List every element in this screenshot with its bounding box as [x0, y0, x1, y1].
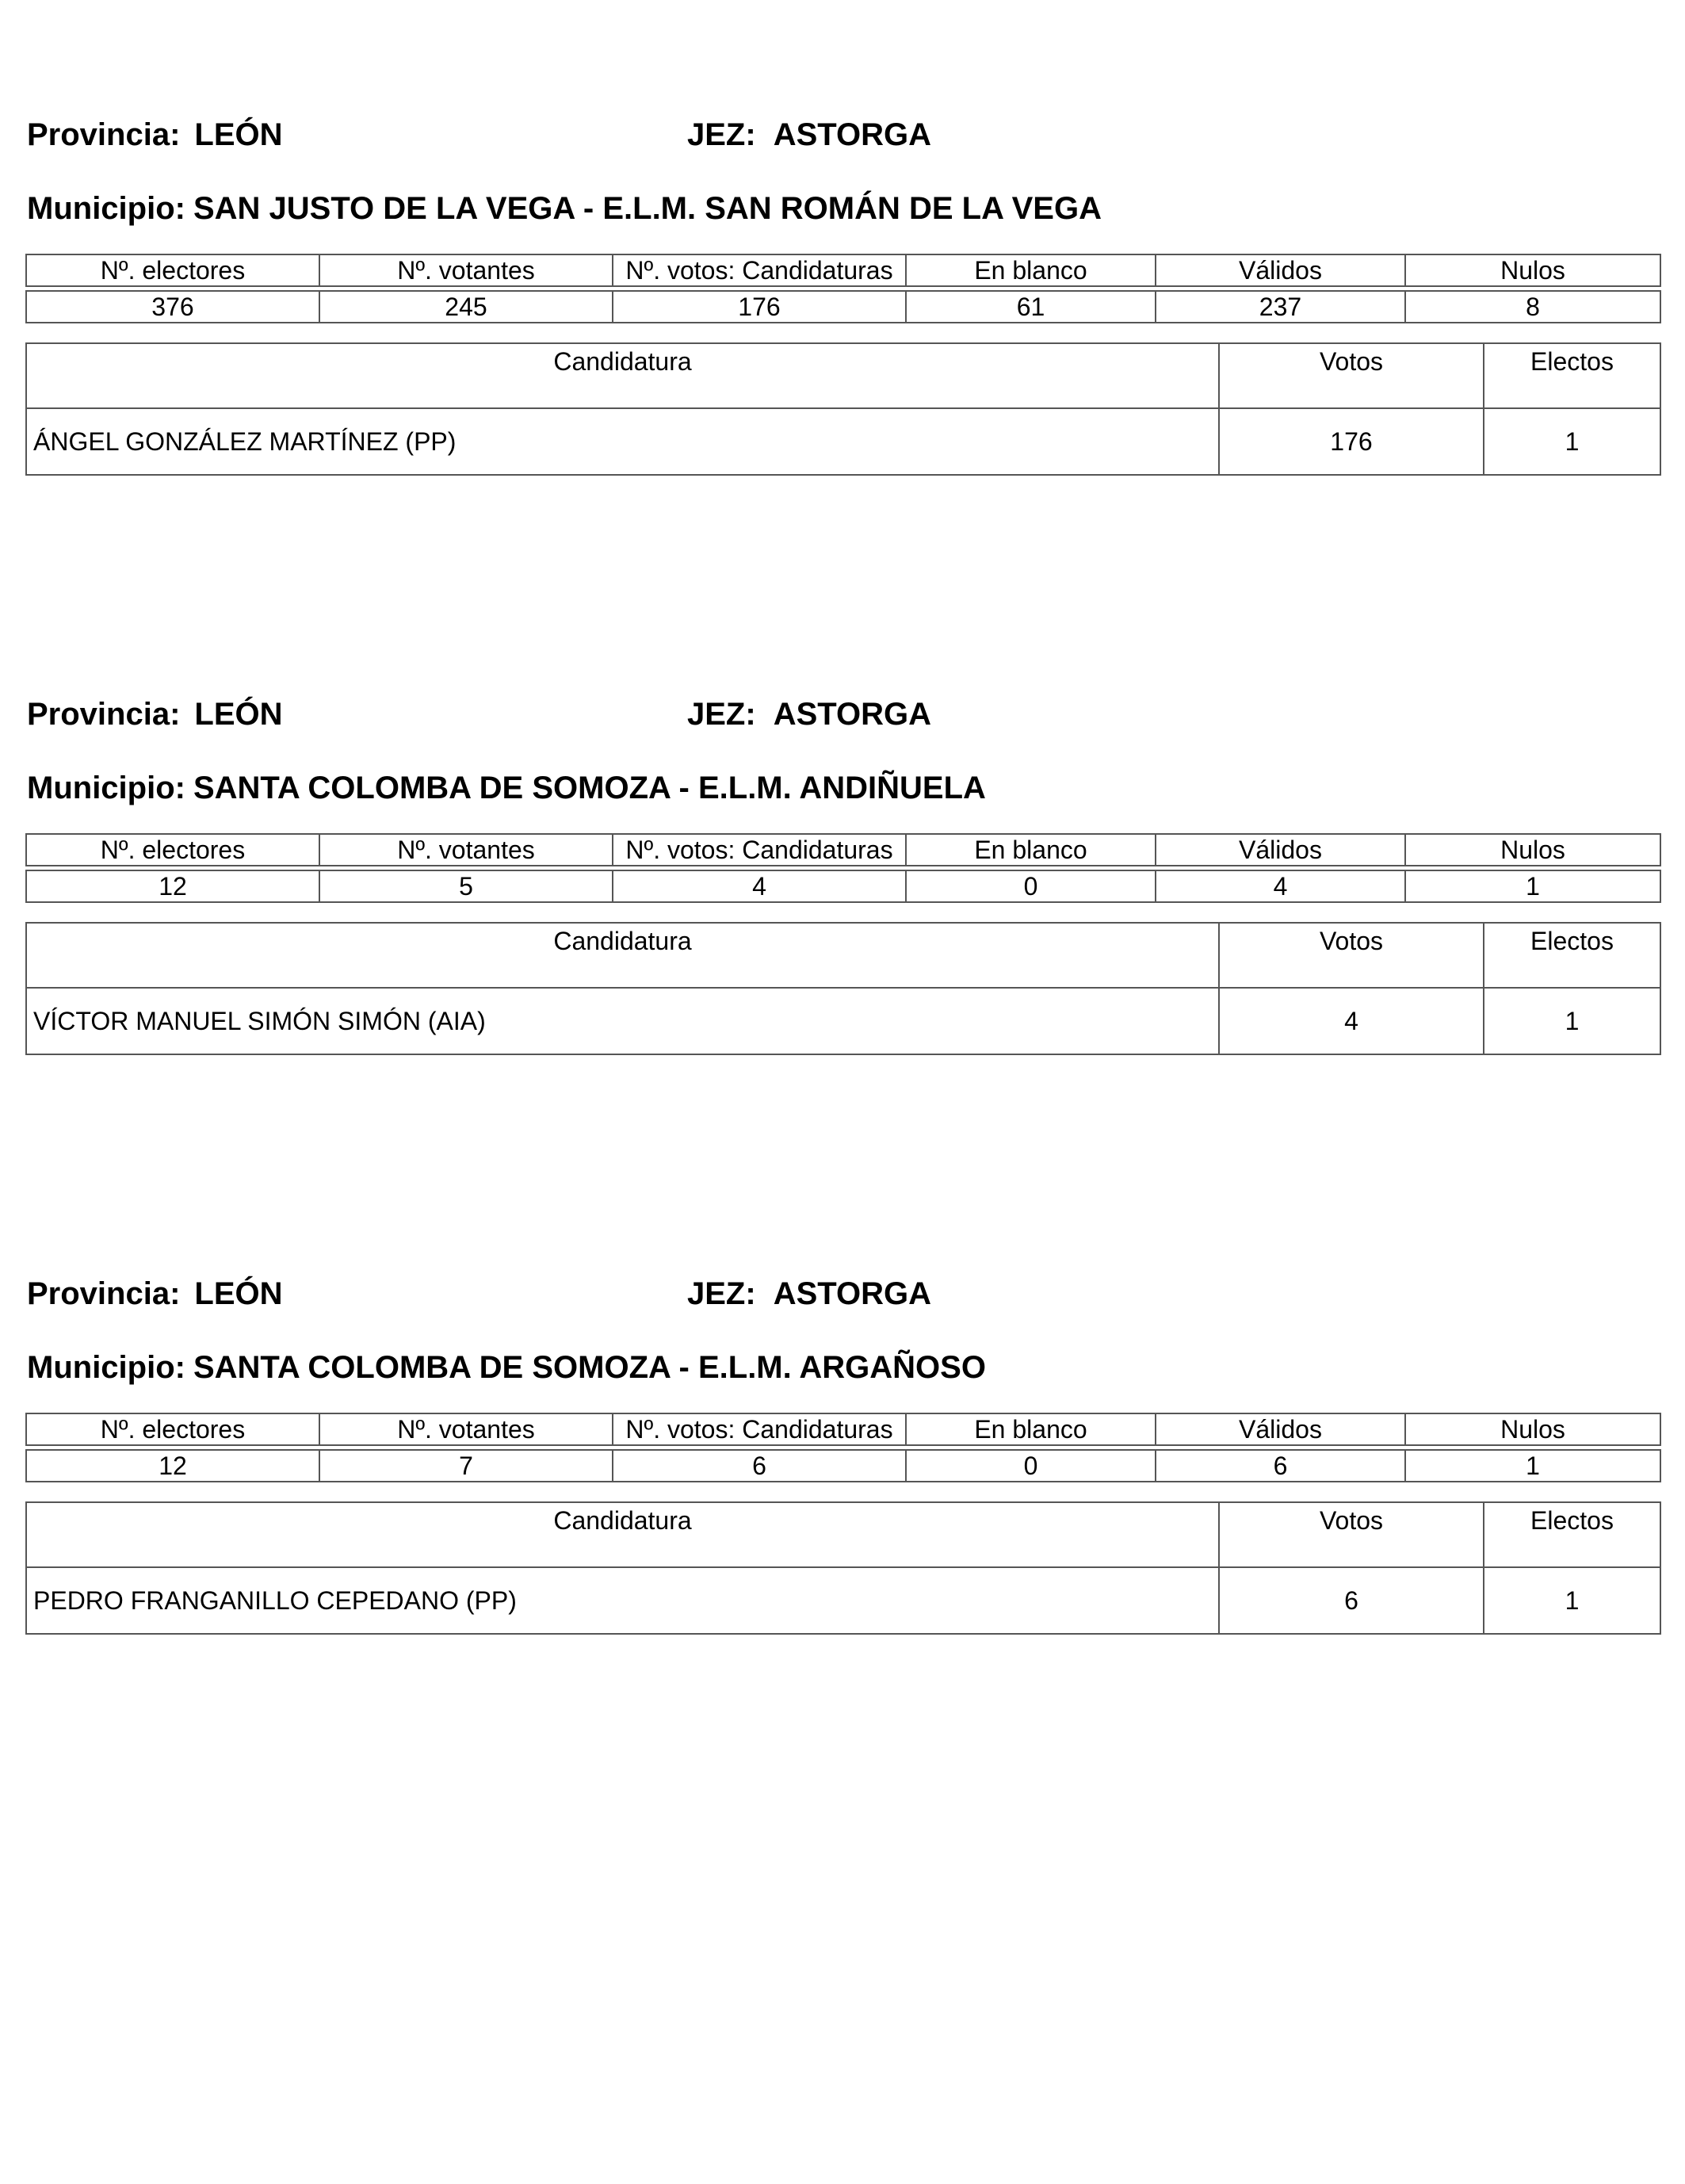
- value-votantes: 7: [319, 1450, 613, 1482]
- value-validos: 4: [1156, 870, 1405, 902]
- candidate-name: ÁNGEL GONZÁLEZ MARTÍNEZ (PP): [26, 408, 1219, 475]
- candidates-table: [25, 342, 1661, 476]
- header-votos: Votos: [1219, 1502, 1484, 1567]
- header-electos: Electos: [1484, 343, 1660, 408]
- header-electores: Nº. electores: [26, 1413, 319, 1445]
- header-electos: Electos: [1484, 923, 1660, 988]
- header-electos: Electos: [1484, 1502, 1660, 1567]
- municipio-value: SANTA COLOMBA DE SOMOZA - E.L.M. ANDIÑUELA: [193, 771, 986, 805]
- header-nulos: Nulos: [1405, 254, 1660, 286]
- header-votantes: Nº. votantes: [319, 834, 613, 866]
- value-votantes: 245: [319, 291, 613, 323]
- candidate-row: [26, 408, 1660, 475]
- jez-field: [687, 111, 931, 159]
- summary-value-row: [26, 291, 1660, 323]
- candidates-header-row: [26, 343, 1660, 408]
- municipio-label: Municipio:: [27, 771, 185, 805]
- header-votos-candidaturas: Nº. votos: Candidaturas: [613, 834, 906, 866]
- jez-label: JEZ:: [687, 117, 756, 152]
- vote-summary-table: [25, 1413, 1661, 1482]
- header-electores: Nº. electores: [26, 834, 319, 866]
- value-votos-candidaturas: 4: [613, 870, 906, 902]
- value-en-blanco: 61: [906, 291, 1156, 323]
- jez-field: [687, 690, 931, 738]
- candidate-votos: 6: [1219, 1567, 1484, 1634]
- header-en-blanco: En blanco: [906, 1413, 1156, 1445]
- header-votantes: Nº. votantes: [319, 1413, 613, 1445]
- provincia-value: LEÓN: [194, 697, 283, 732]
- candidate-electos: 1: [1484, 408, 1660, 475]
- jez-value: ASTORGA: [773, 117, 931, 152]
- value-electores: 12: [26, 1450, 319, 1482]
- municipio-field: [27, 764, 986, 812]
- summary-header-row: [26, 254, 1660, 286]
- municipio-label: Municipio:: [27, 1350, 185, 1385]
- provincia-label: Provincia:: [27, 697, 181, 732]
- candidate-votos: 4: [1219, 988, 1484, 1054]
- value-electores: 376: [26, 291, 319, 323]
- provincia-value: LEÓN: [194, 1276, 283, 1311]
- provincia-label: Provincia:: [27, 117, 181, 152]
- candidate-row: [26, 1567, 1660, 1634]
- jez-value: ASTORGA: [773, 697, 931, 732]
- value-nulos: 1: [1405, 1450, 1660, 1482]
- value-validos: 237: [1156, 291, 1405, 323]
- summary-value-row: [26, 1450, 1660, 1482]
- header-en-blanco: En blanco: [906, 834, 1156, 866]
- vote-summary-table: [25, 254, 1661, 323]
- candidates-table: [25, 1501, 1661, 1635]
- candidates-header-row: [26, 923, 1660, 988]
- provincia-label: Provincia:: [27, 1276, 181, 1311]
- header-line: [25, 111, 1660, 159]
- municipio-label: Municipio:: [27, 191, 185, 226]
- candidates-table: [25, 922, 1661, 1055]
- header-nulos: Nulos: [1405, 834, 1660, 866]
- header-votos-candidaturas: Nº. votos: Candidaturas: [613, 254, 906, 286]
- provincia-value: LEÓN: [194, 117, 283, 152]
- header-validos: Válidos: [1156, 254, 1405, 286]
- header-votos-candidaturas: Nº. votos: Candidaturas: [613, 1413, 906, 1445]
- vote-summary-table: [25, 833, 1661, 903]
- value-nulos: 8: [1405, 291, 1660, 323]
- header-candidatura: Candidatura: [26, 1502, 1219, 1567]
- candidate-name: VÍCTOR MANUEL SIMÓN SIMÓN (AIA): [26, 988, 1219, 1054]
- value-nulos: 1: [1405, 870, 1660, 902]
- jez-field: [687, 1270, 931, 1318]
- municipio-field: [27, 185, 1102, 232]
- summary-header-row: [26, 1413, 1660, 1445]
- municipio-value: SAN JUSTO DE LA VEGA - E.L.M. SAN ROMÁN DE LA VEGA: [193, 191, 1102, 226]
- header-candidatura: Candidatura: [26, 343, 1219, 408]
- candidate-electos: 1: [1484, 1567, 1660, 1634]
- candidate-row: [26, 988, 1660, 1054]
- header-electores: Nº. electores: [26, 254, 319, 286]
- municipio-field: [27, 1344, 986, 1391]
- candidate-electos: 1: [1484, 988, 1660, 1054]
- summary-header-row: [26, 834, 1660, 866]
- value-votos-candidaturas: 176: [613, 291, 906, 323]
- header-votos: Votos: [1219, 343, 1484, 408]
- municipio-value: SANTA COLOMBA DE SOMOZA - E.L.M. ARGAÑOSO: [193, 1350, 986, 1385]
- header-nulos: Nulos: [1405, 1413, 1660, 1445]
- value-en-blanco: 0: [906, 870, 1156, 902]
- header-line: [25, 1270, 1660, 1318]
- header-validos: Válidos: [1156, 834, 1405, 866]
- jez-value: ASTORGA: [773, 1276, 931, 1311]
- summary-value-row: [26, 870, 1660, 902]
- candidate-votos: 176: [1219, 408, 1484, 475]
- value-votantes: 5: [319, 870, 613, 902]
- candidates-header-row: [26, 1502, 1660, 1567]
- header-votos: Votos: [1219, 923, 1484, 988]
- header-votantes: Nº. votantes: [319, 254, 613, 286]
- header-en-blanco: En blanco: [906, 254, 1156, 286]
- provincia-field: [27, 690, 283, 738]
- jez-label: JEZ:: [687, 697, 756, 732]
- provincia-field: [27, 111, 283, 159]
- header-candidatura: Candidatura: [26, 923, 1219, 988]
- value-en-blanco: 0: [906, 1450, 1156, 1482]
- value-validos: 6: [1156, 1450, 1405, 1482]
- value-electores: 12: [26, 870, 319, 902]
- value-votos-candidaturas: 6: [613, 1450, 906, 1482]
- candidate-name: PEDRO FRANGANILLO CEPEDANO (PP): [26, 1567, 1219, 1634]
- provincia-field: [27, 1270, 283, 1318]
- header-validos: Válidos: [1156, 1413, 1405, 1445]
- header-line: [25, 690, 1660, 738]
- jez-label: JEZ:: [687, 1276, 756, 1311]
